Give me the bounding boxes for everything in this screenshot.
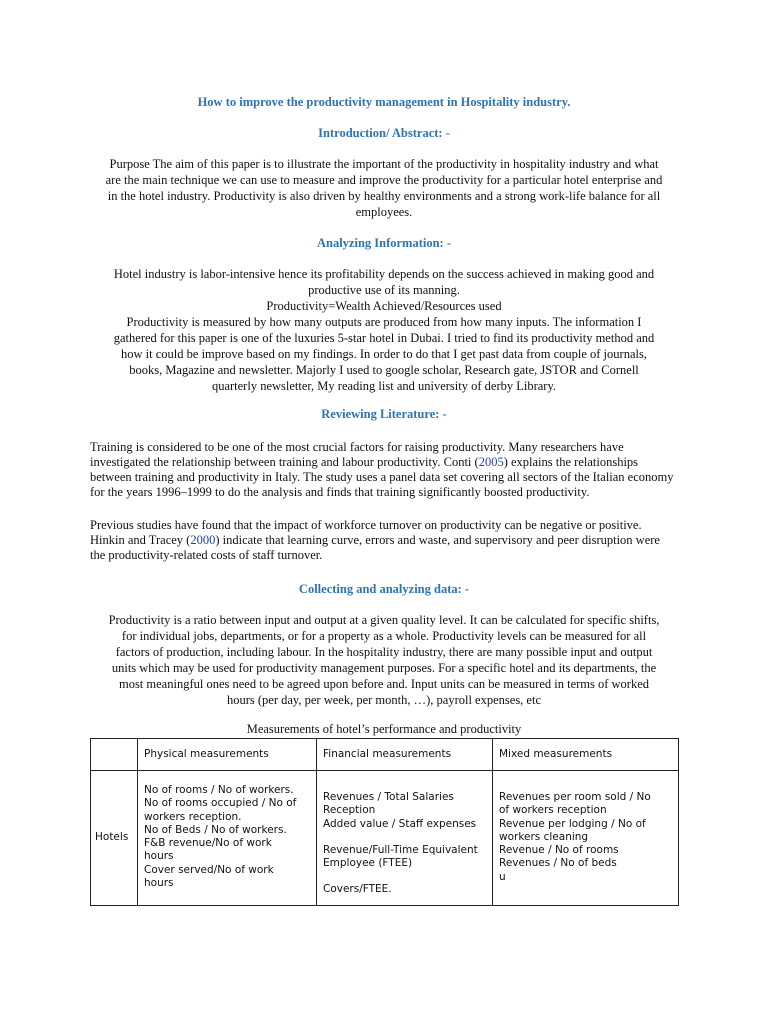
cell-line: of workers reception (499, 804, 607, 817)
table-header-cell: Mixed measurements (493, 739, 679, 771)
text-line: gathered for this paper is one of the luxuries 5-star hotel in Dubai. I tried to find its productivity method and (113, 331, 655, 345)
cell-line: workers reception. (144, 810, 242, 823)
text-line: Hotel industry is labor-intensive hence its profitability depends on the success achieved in making good and (113, 267, 655, 281)
analyzing-paragraph (80, 266, 688, 394)
financial-measurements-cell (317, 771, 493, 906)
cell-line: Employee (FTEE) (323, 857, 413, 870)
text-fragment: ) explains the relationships (503, 455, 639, 469)
text-line: Productivity is measured by how many outputs are produced from how many inputs. The information I (126, 315, 642, 329)
text-line: Purpose The aim of this paper is to illustrate the important of the productivity in hospitality industry and what (109, 157, 659, 171)
text-line: Training is considered to be one of the most crucial factors for raising productivity. Many researchers have (90, 440, 624, 454)
citation-link[interactable]: 2005 (478, 455, 504, 469)
text-line: factors of production, including labour. In the hospitality industry, there are many possible input and output (115, 645, 653, 659)
introduction-heading: Introduction/ Abstract: - (318, 126, 450, 140)
text-line: Previous studies have found that the impact of workforce turnover on productivity can be negative or positive. (90, 518, 642, 532)
collecting-heading: Collecting and analyzing data: - (298, 582, 470, 596)
cell-line: hours (144, 877, 174, 890)
table-caption: Measurements of hotel’s performance and productivity (246, 722, 522, 736)
mixed-measurements-cell (493, 771, 679, 906)
text-line: between training and productivity in Italy. The study uses a panel data set covering all sectors of the Italian economy (90, 470, 674, 484)
text-line: books, Magazine and newsletter. Majorly I used to google scholar, Research gate, JSTOR and Cornell (129, 363, 639, 377)
cell-line: Revenue / No of rooms (499, 844, 619, 857)
cell-line: Revenues / No of beds (499, 857, 617, 870)
introduction-paragraph (80, 156, 688, 220)
table-row (91, 771, 679, 906)
text-line: for the years 1996–1999 to do the analysis and finds that training significantly boosted productivity. (90, 485, 590, 499)
text-line: employees. (355, 205, 413, 219)
text-line (90, 455, 690, 470)
cell-line: No of Beds / No of workers. (144, 823, 287, 836)
text-line (90, 533, 690, 548)
text-line: in the hotel industry. Productivity is also driven by healthy environments and a strong work-life balance for all (107, 189, 661, 203)
document-title: How to improve the productivity management in Hospitality industry. (197, 95, 571, 109)
cell-line: No of rooms occupied / No of (144, 797, 297, 810)
cell-line: Reception (323, 804, 376, 817)
text-line: productive use of its manning. (308, 283, 460, 297)
text-line: Productivity is a ratio between input and output at a given quality level. It can be calculated for specific shifts, (108, 613, 660, 627)
cell-line: Added value / Staff expenses (323, 817, 477, 830)
text-fragment: Hinkin and Tracey ( (90, 533, 191, 547)
row-label-hotels: Hotels (91, 771, 138, 906)
table-header-cell: Financial measurements (317, 739, 493, 771)
cell-line: Cover served/No of work (144, 863, 274, 876)
table-header-cell: Physical measurements (138, 739, 317, 771)
literature-paragraph-1 (90, 440, 690, 500)
table-header-cell (91, 739, 138, 771)
cell-line: Revenue/Full-Time Equivalent (323, 843, 478, 856)
literature-heading: Reviewing Literature: - (321, 407, 447, 421)
collecting-paragraph (80, 612, 688, 708)
text-line: for individual jobs, departments, or for a property as a whole. Productivity levels can be measured for all (121, 629, 647, 643)
text-fragment: ) indicate that learning curve, errors and waste, and supervisory and peer disruption were (215, 533, 660, 547)
text-line: hours (per day, per week, per month, …), payroll expenses, etc (226, 693, 541, 707)
text-fragment: investigated the relationship between training and labour productivity. Conti ( (90, 455, 479, 469)
cell-line: No of rooms / No of workers. (144, 784, 294, 796)
text-line: the productivity-related costs of staff turnover. (90, 548, 323, 562)
text-line: how it could be improve based on my findings. In order to do that I get past data from couple of journals, (121, 347, 647, 361)
formula-line: Productivity=Wealth Achieved/Resources used (266, 299, 502, 313)
cell-line: Revenue per lodging / No of (499, 817, 646, 830)
cell-line: Covers/FTEE. (323, 883, 392, 896)
text-line: most meaningful ones need to be agreed upon before and. Input units can be measured in terms of worked (118, 677, 650, 691)
table-header-row (91, 739, 679, 771)
analyzing-heading: Analyzing Information: - (316, 236, 452, 250)
text-line: units which may be used for productivity management purposes. For a specific hotel and its departments, the (111, 661, 657, 675)
cell-line: Revenues / Total Salaries (323, 791, 454, 803)
literature-paragraph-2 (90, 518, 690, 563)
cell-line: u (499, 870, 506, 883)
text-line: quarterly newsletter, My reading list and university of derby Library. (211, 379, 557, 393)
measurements-table (90, 738, 679, 906)
citation-link[interactable]: 2000 (190, 533, 216, 547)
cell-line: workers cleaning (499, 830, 589, 843)
text-line: are the main technique we can use to measure and improve the productivity for a particular hotel enterprise and (105, 173, 663, 187)
cell-line: F&B revenue/No of work (144, 837, 272, 850)
cell-line: hours (144, 850, 174, 863)
physical-measurements-cell (138, 771, 317, 906)
cell-line: Revenues per room sold / No (499, 791, 651, 803)
